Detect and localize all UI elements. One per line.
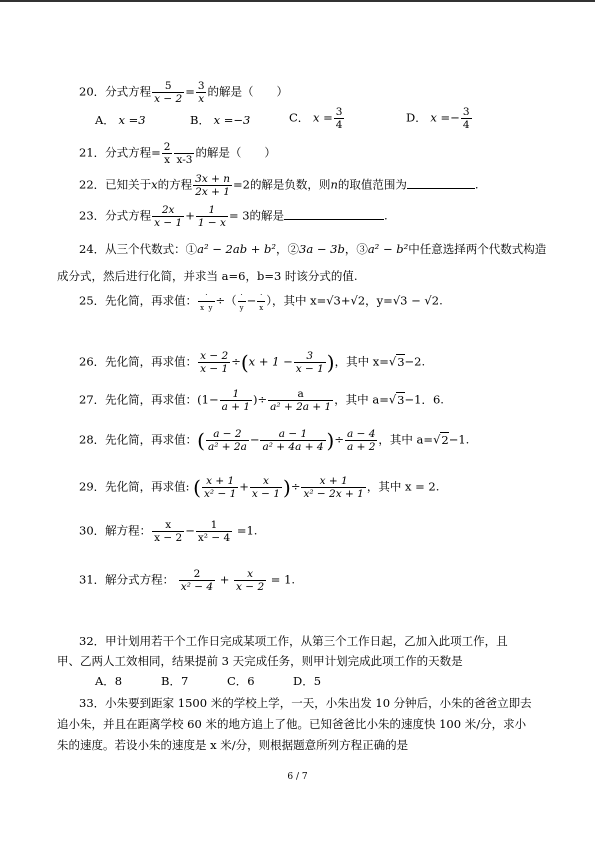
question-text: 的解是（ ） xyxy=(195,145,276,160)
q21-stem: 21．分式方程= $\frac{2}{x}$ x-3 的解是（ ） xyxy=(79,141,276,166)
q32-option-b: B．7 xyxy=(161,674,189,688)
q23-stem: 23．分式方程 $\frac{2x}{x - 1}$ + $\frac{1}{1 - x}$ = 3的解是 . xyxy=(79,204,388,229)
q32-line1: 32．甲计划用若干个工作日完成某项工作，从第三个工作日起，乙加入此项工作，且 xyxy=(79,634,508,648)
q29-stem: 29．先化简，再求值: ( $\frac{x + 1}{\text{x² − 1}}$ + $\frac{x}{x - 1}$ )÷ $\frac{x + 1}{\text{x² − 2x + 1}}$ ，其中 x = 2. xyxy=(79,475,440,500)
fraction: $\frac{3x + n}{2x + 1}$ xyxy=(195,173,230,198)
q33-line1: 33．小朱要到距家 1500 米的学校上学，一天，小朱出发 10 分钟后，小朱的爸爸立即去 xyxy=(79,696,532,710)
question-text: 分式方程 xyxy=(105,145,152,160)
q32-option-d: D．5 xyxy=(293,674,322,688)
question-text: 分式方程 xyxy=(105,84,152,99)
question-number: 30． xyxy=(79,523,106,538)
question-number: 31． xyxy=(79,572,106,587)
question-number: 25． xyxy=(79,293,106,308)
q32-option-a: A．8 xyxy=(95,674,123,688)
equals-sign: = xyxy=(185,84,195,99)
q31-stem: 31．解分式方程： $\frac{2}{\text{x² − 4}}$ + $\frac{x}{x - 2}$ = 1. xyxy=(79,568,296,593)
question-number: 23． xyxy=(79,208,106,223)
q33-line2: 追小朱，并且在距离学校 60 米的地方追上了他。已知爸爸比小朱的速度快 100 米/分，求小 xyxy=(57,717,527,731)
fraction: $\frac{5}{x - 2}$ xyxy=(154,80,183,105)
question-number: 28． xyxy=(79,432,106,447)
question-number: 24． xyxy=(79,242,106,256)
page-number: 6 / 7 xyxy=(287,772,308,782)
answer-blank[interactable] xyxy=(284,219,384,220)
q26-stem: 26．先化简，再求值： $\frac{x - 2}{x - 1}$ ÷(x + 1 − $\frac{3}{x - 1}$ )，其中 x=√3−2. xyxy=(79,350,426,375)
q20-stem xyxy=(79,80,288,105)
q20-option-a: A． x =3 xyxy=(95,113,146,127)
fraction: $\frac{2}{x}$ xyxy=(163,141,171,166)
q24-line2: 成分式，然后进行化简，并求当 a=6，b=3 时该分式的值. xyxy=(57,269,358,283)
fraction: $\frac{1}{1 - x}$ xyxy=(197,204,226,229)
question-text: 的解是（ ） xyxy=(207,84,289,99)
question-number: 29． xyxy=(79,479,106,494)
question-number: 33． xyxy=(79,696,106,710)
fraction: $\frac{3}{x}$ xyxy=(197,80,205,105)
question-number: 32． xyxy=(79,634,106,648)
question-number: 20． xyxy=(79,84,106,99)
q27-stem: 27．先化简，再求值：(1− $\frac{1}{a + 1}$ )÷ $\frac{a}{\text{a² + 2a + 1}}$ ，其中 a=√3−1．6. xyxy=(79,388,444,413)
q20-option-b: B． x =−3 xyxy=(190,113,251,127)
q32-line2: 甲、乙两人工效相同，结果提前 3 天完成任务，则甲计划完成此项工作的天数是 xyxy=(57,654,463,668)
question-number: 27． xyxy=(79,392,106,407)
answer-blank[interactable] xyxy=(407,188,475,189)
q28-stem: 28．先化简，再求值：( $\frac{a - 2}{\text{a² + 2a}}$ − $\frac{a - 1}{\text{a² + 4a + 4}}$ )÷ $\frac{a - 4}{a + 2}$ ，其中 a=√2−1. xyxy=(79,428,470,453)
top-rule xyxy=(0,0,595,2)
fraction: $\frac{2x}{x - 1}$ xyxy=(154,204,183,229)
q32-option-c: C．6 xyxy=(227,674,255,688)
question-number: 26． xyxy=(79,354,106,369)
question-number: 21． xyxy=(79,145,106,160)
q33-line3: 朱的速度。若设小朱的速度是 x 米/分，则根据题意所列方程正确的是 xyxy=(57,738,409,752)
q25-stem: 25．先化简，再求值： $\frac{\cdot}{\text{x y}}$ ÷（ $\frac{\cdot}{y}$ − $\frac{\cdot}{x}$ ），其中 x=√3+√2，y=√3 − √2. xyxy=(79,291,443,312)
q22-stem: 22．已知关于x的方程 $\frac{3x + n}{2x + 1}$ =2的解是负数，则n的取值范围为 . xyxy=(79,173,479,198)
q30-stem: 30．解方程： $\frac{x}{x - 2}$ − $\frac{1}{\text{x² − 4}}$ =1. xyxy=(79,519,258,544)
fraction: x-3 xyxy=(176,154,193,166)
question-number: 22． xyxy=(79,177,106,192)
q20-option-d: D． x =− $\frac{3}{4}$ xyxy=(406,106,470,131)
q24-line1: 24．从三个代数式：①a² − 2ab + b²，②3a − 3b，③a² − b²中任意选择两个代数式构造 xyxy=(79,242,547,256)
q20-option-c: C． x = $\frac{3}{4}$ xyxy=(289,106,343,131)
